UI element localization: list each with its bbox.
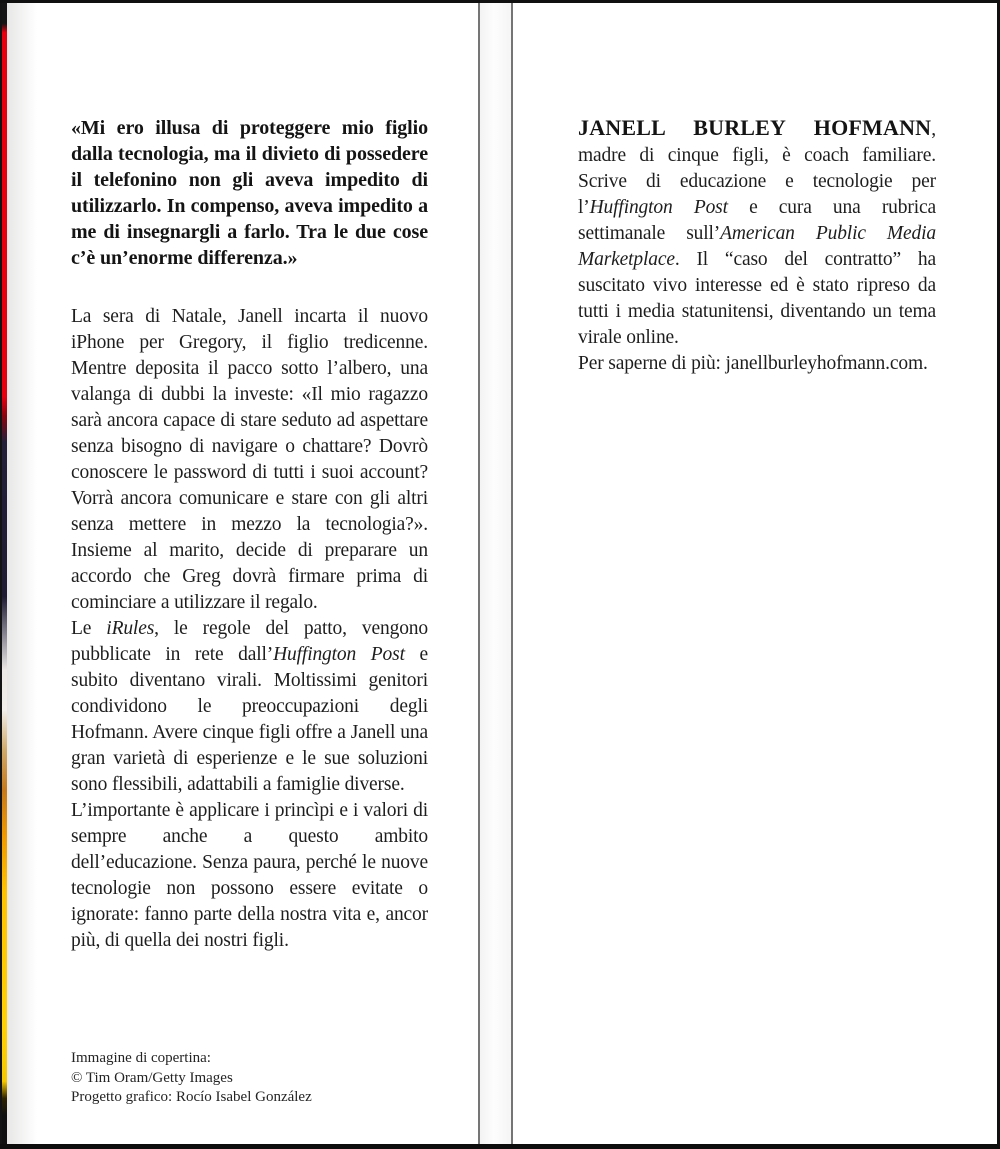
body-paragraph-1: La sera di Natale, Janell incarta il nuovo iPhone per Gregory, il figlio tredicenne. Mentre deposita il pacco sotto l’albero, una valanga di dubbi la investe: «Il mio ragazzo sarà ancora capace di stare seduto ad aspettare senza bisogno di navigare o chattare? Dovrò conoscere le password di tutti i suoi account? Vorrà ancora comunicare e stare con gli altri senza mettere in mezzo la tecnologia?». Insieme al marito, decide di preparare un accordo che Greg dovrà firmare prima di cominciare a utilizzare il regalo. (71, 306, 428, 613)
fold-line-left (478, 3, 480, 1144)
body-paragraph-3: L’importante è applicare i princìpi e i valori di sempre anche a questo ambito dell’educazione. Senza paura, perché le nuove tecnologie non possono essere evitate o ignorate: fanno parte della nostra vita e, ancor più, di quella dei nostri figli. (71, 800, 428, 951)
body-text-segment: Le (71, 618, 107, 639)
bio-text-segment: , madre di cinque figli, è coach familiare. Scrive di educazione e tecnologie per l’ (578, 119, 936, 218)
website-line: Per saperne di più: janellburleyhofmann.com. (578, 353, 928, 374)
author-bio (578, 115, 936, 351)
pull-quote: «Mi ero illusa di proteggere mio figlio dalla tecnologia, ma il divieto di possedere il telefonino non gli aveva impedito di utilizzarlo. In compenso, aveva impedito a me di insegnargli a farlo. Tra le due cose c’è un’enorme differenza.» (71, 117, 428, 269)
italic-publication-apm-marketplace: American Public Media Marketplace (578, 223, 936, 270)
credits-line-photo-copyright: © Tim Oram/Getty Images (71, 1069, 233, 1086)
credits-block (71, 1049, 312, 1108)
credits-line-cover-image: Immagine di copertina: (71, 1050, 211, 1066)
bio-text-segment: e cura una rubrica settimanale sull’ (578, 197, 936, 244)
flap-fold-gutter (480, 3, 511, 1144)
body-text-segment: e subito diventano virali. Moltissimi genitori condividono le preoccupazioni degli Hofmann. Avere cinque figli offre a Janell una gran varietà di esperienze e le sue soluzioni sono flessibili, adattabili a famiglie diverse. (71, 644, 428, 795)
italic-publication-huffington-post: Huffington Post (589, 197, 728, 218)
left-flap (71, 115, 428, 954)
right-flap (578, 115, 936, 377)
flap-body-text (71, 304, 428, 954)
fold-line-right (511, 3, 513, 1144)
italic-title-irules: iRules (106, 618, 155, 639)
body-text-segment: , le regole del patto, vengono pubblicate in rete dall’ (71, 618, 428, 665)
scan-shadow (7, 3, 37, 1144)
bio-text-segment: . Il “caso del contratto” ha suscitato vivo interesse ed è stato ripreso da tutti i media statunitensi, diventando un tema virale online. (578, 249, 936, 348)
credits-line-graphic-design: Progetto grafico: Rocío Isabel González (71, 1089, 312, 1105)
italic-publication-huffington-post: Huffington Post (273, 644, 405, 665)
author-name: JANELL BURLEY HOFMANN (578, 115, 932, 140)
body-paragraph-2 (71, 616, 428, 798)
